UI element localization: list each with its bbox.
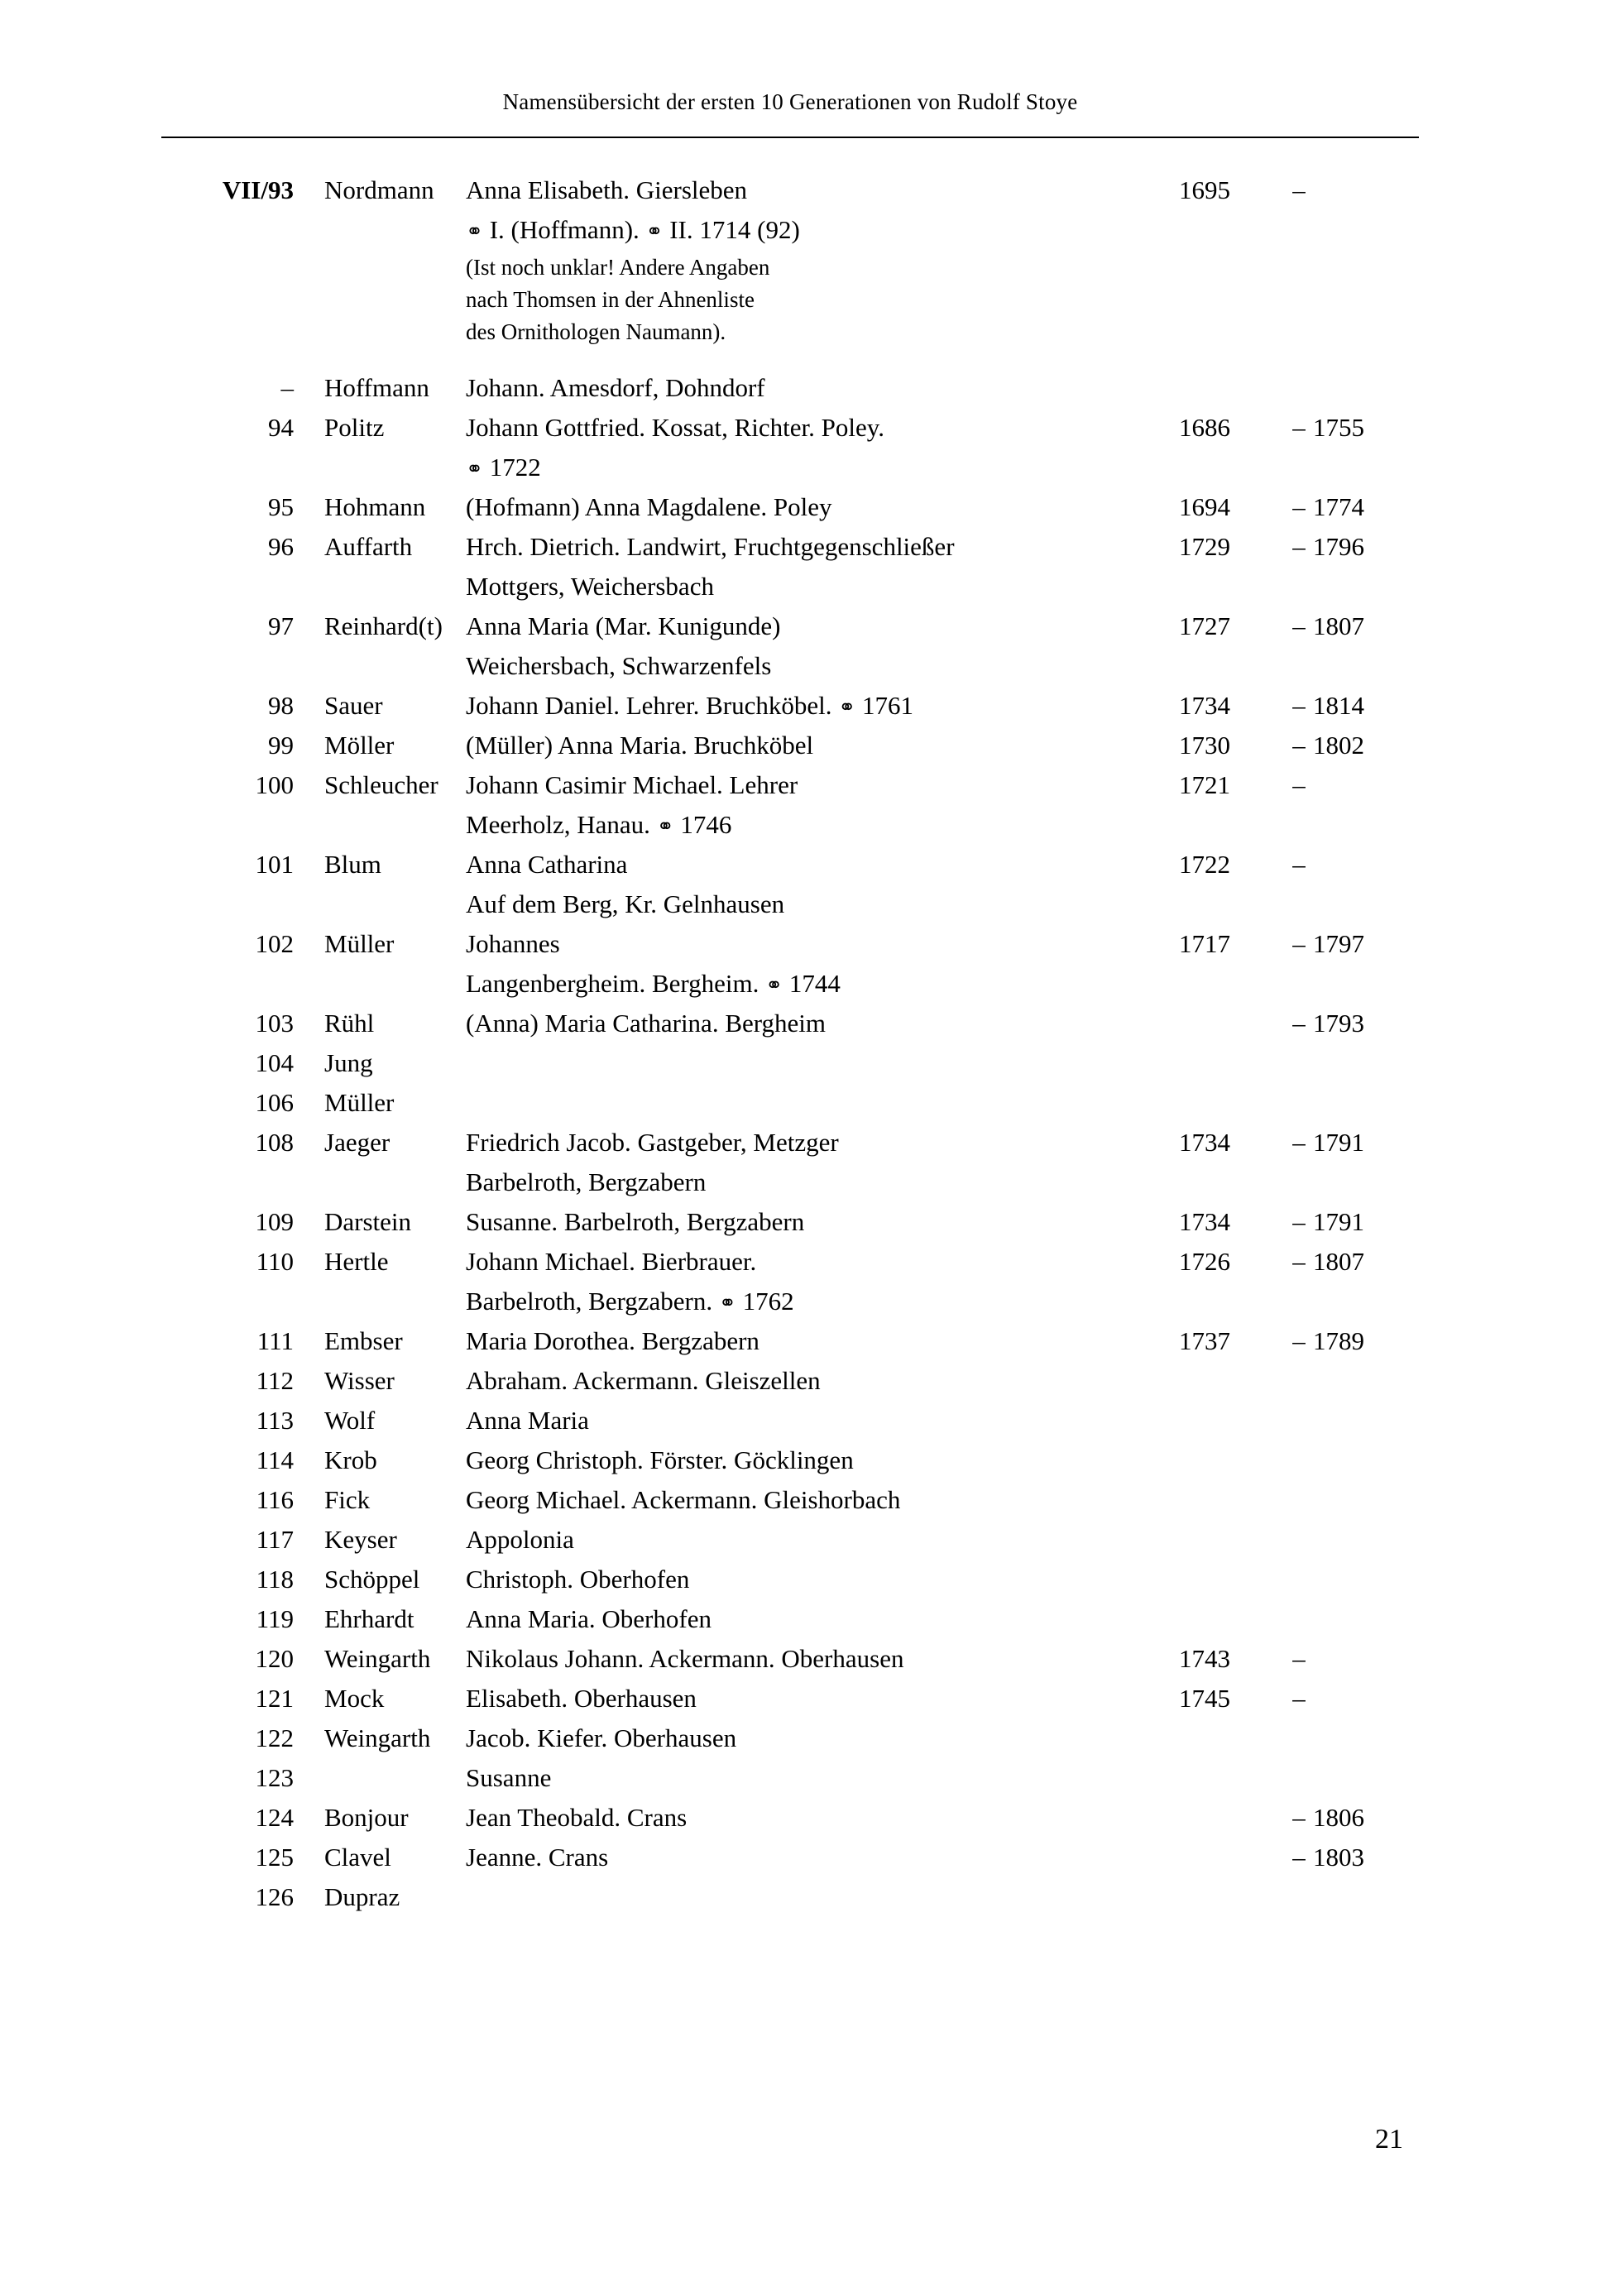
entry-dates (1179, 1247, 1419, 1277)
entry-dates (1179, 175, 1419, 205)
entry-number: 116 (256, 1485, 294, 1514)
entry-continuation-row (161, 572, 1419, 611)
entry-surname: Krob (324, 1445, 377, 1474)
header-rule (161, 137, 1419, 138)
date-range-dash: – (1292, 731, 1306, 760)
entry-surname: Müller (324, 929, 395, 958)
entry-description: Abraham. Ackermann. Gleiszellen (466, 1366, 821, 1395)
entry-surname: Fick (324, 1485, 371, 1514)
date-range-dash: – (1292, 1207, 1306, 1236)
entry-continuation-text: ⚭ I. (Hoffmann). ⚭ II. 1714 (92) (466, 215, 800, 244)
entry-number: 99 (268, 731, 294, 760)
entry-continuation-text: Langenbergheim. Bergheim. ⚭ 1744 (466, 969, 841, 998)
entry-description: Anna Maria. Oberhofen (466, 1604, 712, 1633)
ancestor-entry (161, 1247, 1419, 1326)
ancestor-entry (161, 1723, 1419, 1763)
ancestor-entry (161, 373, 1419, 413)
entry-description: Johann. Amesdorf, Dohndorf (466, 373, 765, 402)
date-range-dash: – (1292, 691, 1306, 720)
death-year: 1803 (1313, 1843, 1364, 1872)
entry-row (161, 175, 1419, 215)
entry-description: Johannes (466, 929, 560, 958)
entry-surname: Blum (324, 850, 381, 879)
entry-description: (Anna) Maria Catharina. Bergheim (466, 1009, 826, 1038)
entry-description: Johann Michael. Bierbrauer. (466, 1247, 757, 1276)
ancestor-entry (161, 492, 1419, 532)
birth-year: 1737 (1179, 1326, 1230, 1355)
entry-surname: Dupraz (324, 1882, 400, 1911)
ancestor-entry (161, 1525, 1419, 1565)
birth-year: 1734 (1179, 691, 1230, 720)
entry-surname: Hertle (324, 1247, 389, 1276)
entry-number: 114 (256, 1445, 294, 1474)
marriage-symbol-icon: ⚭ (645, 219, 664, 243)
entry-number: 111 (256, 1326, 294, 1355)
death-year: 1791 (1313, 1207, 1364, 1236)
entry-row (161, 1088, 1419, 1128)
entry-note-text: (Ist noch unklar! Andere Angaben (466, 255, 770, 280)
entry-number: 113 (256, 1406, 294, 1435)
entry-number: – (280, 373, 294, 402)
entry-surname: Schöppel (324, 1565, 420, 1594)
entry-number: 100 (255, 770, 294, 799)
entry-dates (1179, 532, 1419, 562)
entry-surname: Mock (324, 1684, 385, 1713)
ancestor-entry (161, 611, 1419, 691)
entry-surname: Bonjour (324, 1803, 409, 1832)
entry-description: (Hofmann) Anna Magdalene. Poley (466, 492, 832, 521)
entry-note-text: nach Thomsen in der Ahnenliste (466, 287, 755, 312)
death-year: 1774 (1313, 492, 1364, 521)
entry-surname: Schleucher (324, 770, 438, 799)
entry-continuation-text: Weichersbach, Schwarzenfels (466, 651, 772, 680)
date-range-dash: – (1292, 1803, 1306, 1832)
death-year: 1797 (1313, 929, 1364, 958)
ancestor-entry (161, 1604, 1419, 1644)
entry-note-row (161, 287, 1419, 319)
entry-dates (1179, 929, 1419, 959)
date-range-dash: – (1292, 1009, 1306, 1038)
entry-surname: Clavel (324, 1843, 391, 1872)
ancestor-entry (161, 413, 1419, 492)
date-range-dash: – (1292, 1843, 1306, 1872)
entry-note-row (161, 255, 1419, 287)
birth-year: 1729 (1179, 532, 1230, 561)
entry-number: 108 (255, 1128, 294, 1157)
death-year: 1796 (1313, 532, 1364, 561)
entry-description: Johann Gottfried. Kossat, Richter. Poley. (466, 413, 884, 442)
ancestor-entry (161, 1009, 1419, 1048)
entry-dates (1179, 1009, 1419, 1038)
date-range-dash: – (1292, 929, 1306, 958)
entry-surname: Weingarth (324, 1723, 431, 1752)
entry-surname: Wisser (324, 1366, 395, 1395)
entry-continuation-text: Auf dem Berg, Kr. Gelnhausen (466, 889, 785, 918)
entry-dates (1179, 1684, 1419, 1714)
entry-description: Georg Christoph. Förster. Göcklingen (466, 1445, 854, 1474)
entry-continuation-text: Barbelroth, Bergzabern (466, 1167, 707, 1196)
ancestor-entry (161, 850, 1419, 929)
entry-number: 109 (255, 1207, 294, 1236)
death-year: 1806 (1313, 1803, 1364, 1832)
entry-continuation-row (161, 215, 1419, 255)
ancestor-entry (161, 1763, 1419, 1803)
ancestor-entry (161, 1445, 1419, 1485)
birth-year: 1727 (1179, 611, 1230, 640)
entry-number: 119 (256, 1604, 294, 1633)
ancestor-entry (161, 1128, 1419, 1207)
entry-surname: Möller (324, 731, 395, 760)
entry-continuation-row (161, 651, 1419, 691)
entry-row (161, 1009, 1419, 1048)
entry-gap (161, 352, 1419, 373)
entry-row (161, 1406, 1419, 1445)
running-head: Namensübersicht der ersten 10 Generationen von Rudolf Stoye (502, 89, 1078, 114)
entry-surname: Nordmann (324, 175, 434, 204)
entry-dates (1179, 691, 1419, 721)
entry-surname: Politz (324, 413, 385, 442)
entry-number: 117 (256, 1525, 294, 1554)
birth-year: 1734 (1179, 1128, 1230, 1157)
entry-dates (1179, 611, 1419, 641)
date-range-dash: – (1292, 611, 1306, 640)
entry-row (161, 1525, 1419, 1565)
date-range-dash: – (1292, 492, 1306, 521)
date-range-dash: – (1292, 1128, 1306, 1157)
date-range-dash: – (1292, 1684, 1306, 1713)
entry-number: 98 (268, 691, 294, 720)
entry-row (161, 1843, 1419, 1882)
entry-dates (1179, 1128, 1419, 1158)
entry-surname: Hohmann (324, 492, 426, 521)
entry-row (161, 532, 1419, 572)
entry-row (161, 1763, 1419, 1803)
ancestor-entry (161, 1882, 1419, 1922)
entry-dates (1179, 1644, 1419, 1674)
ancestor-entry (161, 1843, 1419, 1882)
entry-continuation-text: Meerholz, Hanau. ⚭ 1746 (466, 810, 732, 839)
entry-row (161, 929, 1419, 969)
entry-number: 106 (255, 1088, 294, 1117)
entry-row (161, 373, 1419, 413)
entry-number: 112 (256, 1366, 294, 1395)
date-range-dash: – (1292, 1326, 1306, 1355)
ancestor-entry (161, 1485, 1419, 1525)
entry-row (161, 1723, 1419, 1763)
birth-year: 1686 (1179, 413, 1230, 442)
entry-number: 103 (255, 1009, 294, 1038)
entry-row (161, 1485, 1419, 1525)
entry-row (161, 1565, 1419, 1604)
entry-row (161, 611, 1419, 651)
entry-surname: Rühl (324, 1009, 375, 1038)
death-year: 1793 (1313, 1009, 1364, 1038)
entry-number: 118 (256, 1565, 294, 1594)
death-year: 1802 (1313, 731, 1364, 760)
entry-surname: Müller (324, 1088, 395, 1117)
entry-row (161, 1326, 1419, 1366)
entry-number: 97 (268, 611, 294, 640)
death-year: 1789 (1313, 1326, 1364, 1355)
entry-description: Susanne. Barbelroth, Bergzabern (466, 1207, 805, 1236)
entry-continuation-row (161, 453, 1419, 492)
entry-description: Georg Michael. Ackermann. Gleishorbach (466, 1485, 901, 1514)
entry-number: 126 (255, 1882, 294, 1911)
entry-description: Maria Dorothea. Bergzabern (466, 1326, 759, 1355)
entry-row (161, 1207, 1419, 1247)
date-range-dash: – (1292, 1644, 1306, 1673)
entry-continuation-row (161, 810, 1419, 850)
entry-row (161, 1247, 1419, 1287)
entry-surname: Wolf (324, 1406, 376, 1435)
entry-row (161, 492, 1419, 532)
entry-surname: Keyser (324, 1525, 397, 1554)
entry-description: (Müller) Anna Maria. Bruchköbel (466, 731, 814, 760)
entry-surname: Auffarth (324, 532, 413, 561)
birth-year: 1694 (1179, 492, 1230, 521)
ancestor-entry (161, 1326, 1419, 1366)
entry-surname: Embser (324, 1326, 403, 1355)
date-range-dash: – (1292, 413, 1306, 442)
entry-description: Jean Theobald. Crans (466, 1803, 688, 1832)
entry-number: 102 (255, 929, 294, 958)
marriage-symbol-icon: ⚭ (718, 1291, 736, 1315)
birth-year: 1695 (1179, 175, 1230, 204)
entry-description: Hrch. Dietrich. Landwirt, Fruchtgegenschließer (466, 532, 955, 561)
birth-year: 1730 (1179, 731, 1230, 760)
date-range-dash: – (1292, 1247, 1306, 1276)
birth-year: 1745 (1179, 1684, 1230, 1713)
entry-surname: Jung (324, 1048, 373, 1077)
death-year: 1791 (1313, 1128, 1364, 1157)
entry-note-text: des Ornithologen Naumann). (466, 319, 726, 344)
entry-dates (1179, 1207, 1419, 1237)
entry-surname: Jaeger (324, 1128, 391, 1157)
entry-number: 104 (255, 1048, 294, 1077)
entry-continuation-row (161, 1287, 1419, 1326)
entry-dates (1179, 850, 1419, 880)
marriage-symbol-icon: ⚭ (765, 973, 783, 997)
entry-description: Elisabeth. Oberhausen (466, 1684, 697, 1713)
entry-row (161, 1445, 1419, 1485)
entry-number: 123 (255, 1763, 294, 1792)
entry-description: Johann Daniel. Lehrer. Bruchköbel. ⚭ 1761 (466, 691, 913, 720)
entry-surname: Darstein (324, 1207, 412, 1236)
entry-surname: Reinhard(t) (324, 611, 443, 640)
entry-row (161, 731, 1419, 770)
ancestor-entry (161, 1684, 1419, 1723)
entry-description: Nikolaus Johann. Ackermann. Oberhausen (466, 1644, 904, 1673)
entry-description: Jeanne. Crans (466, 1843, 609, 1872)
page-number: 21 (1375, 2124, 1403, 2155)
ancestor-entry (161, 1207, 1419, 1247)
entry-note-row (161, 319, 1419, 352)
ancestor-entry (161, 1644, 1419, 1684)
death-year: 1755 (1313, 413, 1364, 442)
ancestor-entry (161, 691, 1419, 731)
entry-row (161, 1684, 1419, 1723)
birth-year: 1717 (1179, 929, 1230, 958)
entry-number: 95 (268, 492, 294, 521)
entry-description: Anna Maria (Mar. Kunigunde) (466, 611, 781, 640)
entry-surname: Sauer (324, 691, 383, 720)
entry-number: 125 (255, 1843, 294, 1872)
birth-year: 1722 (1179, 850, 1230, 879)
marriage-symbol-icon: ⚭ (466, 219, 483, 243)
date-range-dash: – (1292, 770, 1306, 799)
date-range-dash: – (1292, 175, 1306, 204)
date-range-dash: – (1292, 850, 1306, 879)
ancestor-entry (161, 1565, 1419, 1604)
entry-row (161, 1366, 1419, 1406)
entry-continuation-row (161, 1167, 1419, 1207)
ancestor-entry (161, 1406, 1419, 1445)
entry-row (161, 1803, 1419, 1843)
ancestor-entry (161, 175, 1419, 373)
death-year: 1807 (1313, 1247, 1364, 1276)
entry-description: Susanne (466, 1763, 552, 1792)
entry-description: Jacob. Kiefer. Oberhausen (466, 1723, 737, 1752)
entry-continuation-text: ⚭ 1722 (466, 453, 541, 482)
entry-number: 124 (255, 1803, 294, 1832)
ancestor-entry (161, 929, 1419, 1009)
entry-number: 110 (256, 1247, 294, 1276)
entry-row (161, 1048, 1419, 1088)
ancestor-entry (161, 1366, 1419, 1406)
entry-row (161, 691, 1419, 731)
entry-surname: Ehrhardt (324, 1604, 414, 1633)
entry-number: 121 (255, 1684, 294, 1713)
ancestor-entry-list (161, 175, 1419, 1922)
entry-number: 120 (255, 1644, 294, 1673)
entry-description: Anna Maria (466, 1406, 589, 1435)
entry-continuation-row (161, 969, 1419, 1009)
marriage-symbol-icon: ⚭ (466, 457, 483, 481)
marriage-symbol-icon: ⚭ (838, 695, 856, 719)
birth-year: 1721 (1179, 770, 1230, 799)
birth-year: 1743 (1179, 1644, 1230, 1673)
entry-dates (1179, 413, 1419, 443)
entry-dates (1179, 1843, 1419, 1872)
ancestor-entry (161, 532, 1419, 611)
marriage-symbol-icon: ⚭ (656, 814, 674, 838)
entry-number: 122 (255, 1723, 294, 1752)
entry-continuation-text: Mottgers, Weichersbach (466, 572, 714, 601)
entry-row (161, 413, 1419, 453)
entry-row (161, 1604, 1419, 1644)
entry-dates (1179, 1326, 1419, 1356)
ancestor-entry (161, 1803, 1419, 1843)
entry-number: 96 (268, 532, 294, 561)
entry-description: Appolonia (466, 1525, 574, 1554)
entry-surname: Hoffmann (324, 373, 429, 402)
entry-continuation-text: Barbelroth, Bergzabern. ⚭ 1762 (466, 1287, 794, 1316)
entry-dates (1179, 731, 1419, 760)
entry-description: Johann Casimir Michael. Lehrer (466, 770, 798, 799)
ancestor-entry (161, 770, 1419, 850)
entry-row (161, 850, 1419, 889)
entry-row (161, 1644, 1419, 1684)
entry-row (161, 1128, 1419, 1167)
death-year: 1814 (1313, 691, 1364, 720)
entry-description: Anna Elisabeth. Giersleben (466, 175, 748, 204)
entry-surname: Weingarth (324, 1644, 431, 1673)
ancestor-entry (161, 1088, 1419, 1128)
ancestor-entry (161, 1048, 1419, 1088)
entry-row (161, 770, 1419, 810)
entry-description: Christoph. Oberhofen (466, 1565, 690, 1594)
date-range-dash: – (1292, 532, 1306, 561)
entry-dates (1179, 1803, 1419, 1833)
birth-year: 1726 (1179, 1247, 1230, 1276)
entry-number: 94 (268, 413, 294, 442)
birth-year: 1734 (1179, 1207, 1230, 1236)
ancestor-entry (161, 731, 1419, 770)
entry-description: Anna Catharina (466, 850, 628, 879)
entry-description: Friedrich Jacob. Gastgeber, Metzger (466, 1128, 839, 1157)
entry-dates (1179, 492, 1419, 522)
entry-number: VII/93 (222, 175, 294, 204)
entry-dates (1179, 770, 1419, 800)
entry-row (161, 1882, 1419, 1922)
entry-continuation-row (161, 889, 1419, 929)
death-year: 1807 (1313, 611, 1364, 640)
entry-number: 101 (255, 850, 294, 879)
